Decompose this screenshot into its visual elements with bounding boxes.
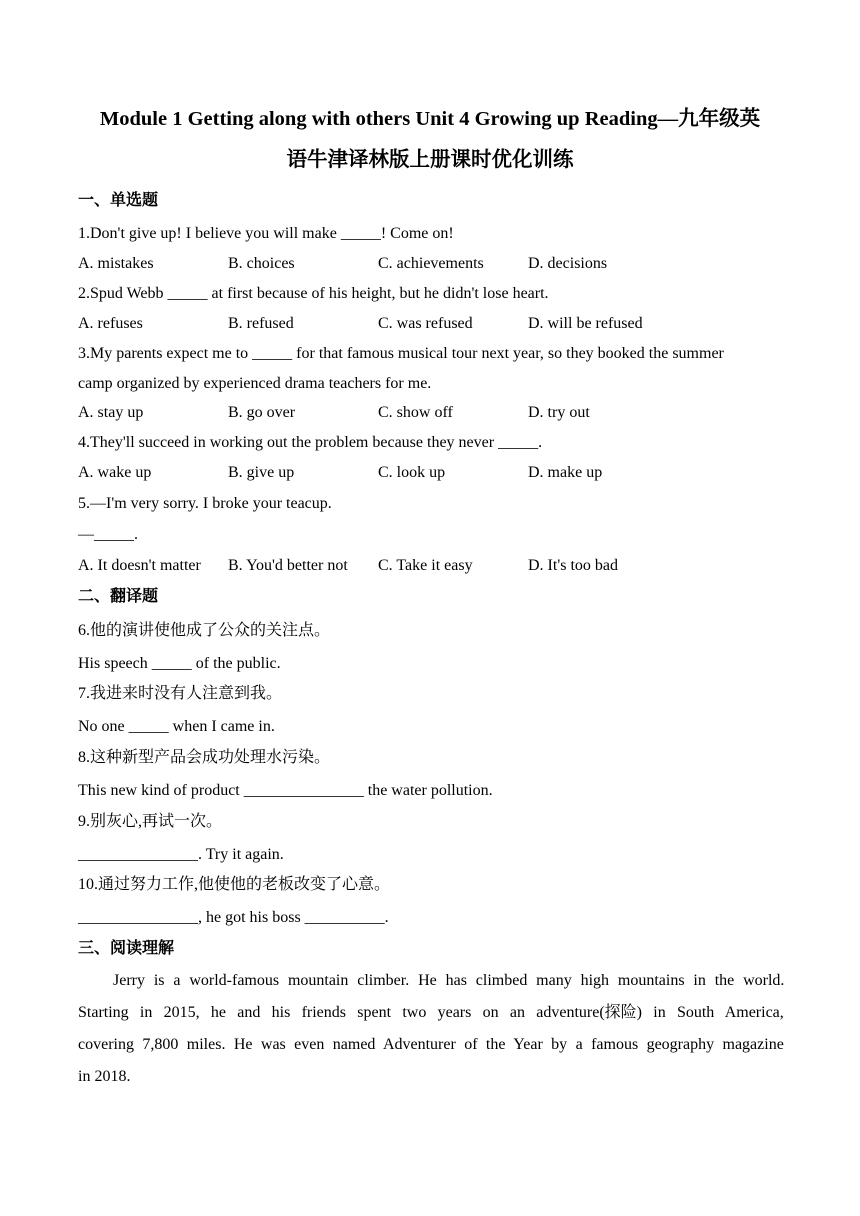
question-4-option-d: D. make up [528,464,603,481]
question-3-option-b: B. go over [228,404,296,421]
question-5-option-a: A. It doesn't matter [78,557,201,574]
translation-10-english: _______________, he got his boss __________. [78,909,389,926]
translation-9-chinese: 9.别灰心,再试一次。 [78,813,223,830]
document-title-line-2: 语牛津译林版上册课时优化训练 [286,149,574,171]
question-3-option-c: C. show off [378,404,453,421]
translation-8-english: This new kind of product _______________ the water pollution. [78,782,493,799]
document-title-line-1: Module 1 Getting along with others Unit 4 Growing up Reading—九年级英 [99,108,761,130]
question-5-stem: 5.—I'm very sorry. I broke your teacup. [78,495,332,512]
translation-7-english: No one _____ when I came in. [78,718,275,735]
question-2-option-d: D. will be refused [528,315,643,332]
question-3-stem: 3.My parents expect me to _____ for that famous musical tour next year, so they booked the summer [78,345,724,362]
question-4-option-b: B. give up [228,464,295,481]
translation-7-chinese: 7.我进来时没有人注意到我。 [78,685,283,702]
reading-passage-line-3: covering 7,800 miles. He was even named Adventurer of the Year by a famous geography magazine [78,1036,784,1053]
translation-8-chinese: 8.这种新型产品会成功处理水污染。 [78,749,331,766]
section-heading-multiple-choice: 一、单选题 [78,192,159,209]
reading-passage-line-4: in 2018. [78,1068,131,1085]
translation-6-english: His speech _____ of the public. [78,655,281,672]
question-1-option-d: D. decisions [528,255,608,272]
question-1-stem: 1.Don't give up! I believe you will make _____! Come on! [78,225,454,242]
reading-passage-line-1: Jerry is a world-famous mountain climber. He has climbed many high mountains in the world. [113,972,785,989]
question-5-response-blank: —_____. [78,526,138,543]
translation-6-chinese: 6.他的演讲使他成了公众的关注点。 [78,622,331,639]
question-4-option-a: A. wake up [78,464,152,481]
reading-passage [78,973,784,1083]
question-4-option-c: C. look up [378,464,446,481]
translation-10-chinese: 10.通过努力工作,他使他的老板改变了心意。 [78,876,391,893]
question-1-option-b: B. choices [228,255,295,272]
reading-passage-line-2: Starting in 2015, he and his friends spent two years on an adventure(探险) in South America, [78,1004,784,1021]
question-5-option-c: C. Take it easy [378,557,473,574]
question-4-stem: 4.They'll succeed in working out the problem because they never _____. [78,434,543,451]
question-3-option-a: A. stay up [78,404,144,421]
section-heading-translation: 二、翻译题 [78,588,159,605]
question-1-option-a: A. mistakes [78,255,154,272]
question-3-stem-continued: camp organized by experienced drama teachers for me. [78,375,432,392]
translation-9-english: _______________. Try it again. [78,846,284,863]
question-3-option-d: D. try out [528,404,590,421]
question-1-option-c: C. achievements [378,255,484,272]
question-5-option-b: B. You'd better not [228,557,348,574]
section-heading-reading: 三、阅读理解 [78,940,175,957]
question-2-option-b: B. refused [228,315,294,332]
question-2-option-c: C. was refused [378,315,473,332]
question-2-option-a: A. refuses [78,315,143,332]
question-2-stem: 2.Spud Webb _____ at first because of his height, but he didn't lose heart. [78,285,549,302]
question-5-option-d: D. It's too bad [528,557,618,574]
